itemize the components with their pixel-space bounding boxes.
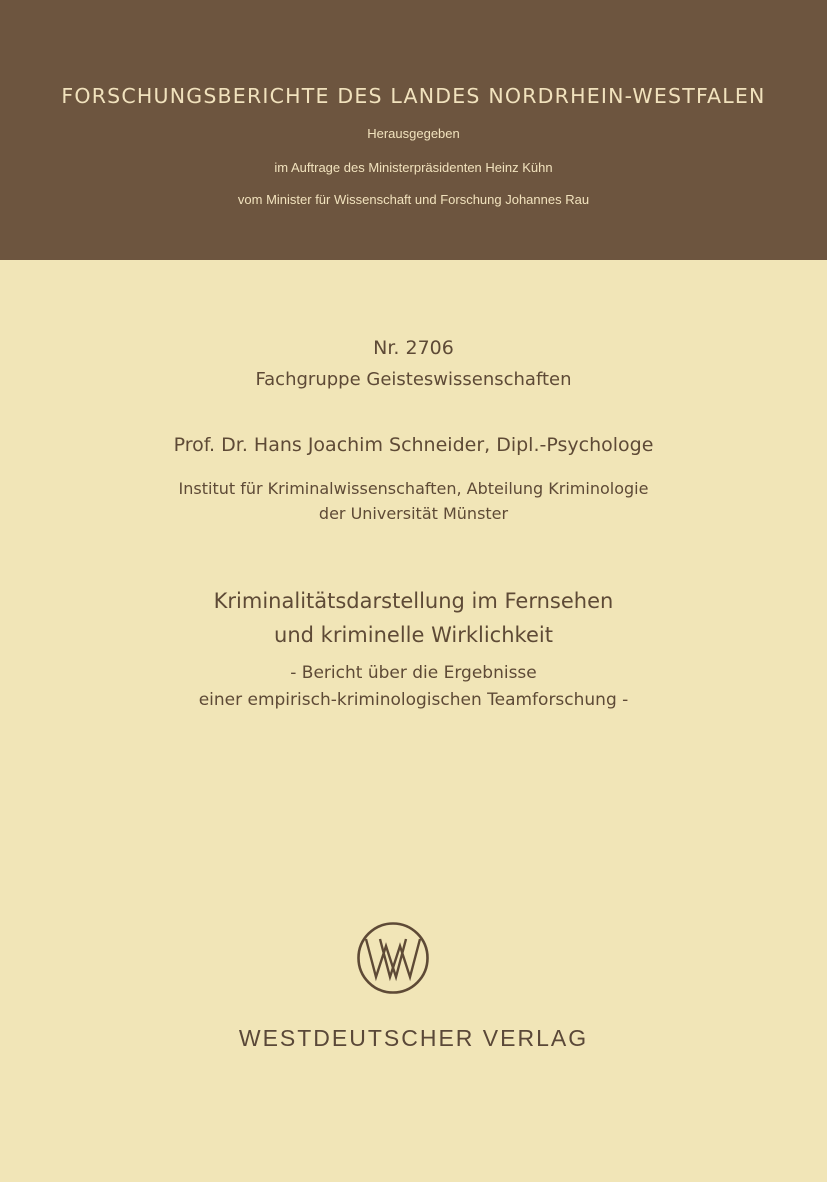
institute-line-2: der Universität Münster bbox=[318, 504, 509, 523]
publisher-name: WESTDEUTSCHER VERLAG bbox=[238, 1025, 589, 1051]
subject-group: Fachgruppe Geisteswissenschaften bbox=[255, 369, 572, 390]
title-line-2: und kriminelle Wirklichkeit bbox=[274, 623, 553, 647]
editor-label: Herausgegeben bbox=[367, 126, 460, 141]
subtitle-line-1: - Bericht über die Ergebnisse bbox=[290, 663, 537, 683]
series-title: FORSCHUNGSBERICHTE DES LANDES NORDRHEIN-WESTFALEN bbox=[61, 84, 766, 108]
title-line-1: Kriminalitätsdarstellung im Fernsehen bbox=[213, 589, 614, 613]
author: Prof. Dr. Hans Joachim Schneider, Dipl.-Psychologe bbox=[173, 434, 654, 456]
report-number: Nr. 2706 bbox=[373, 337, 454, 359]
institute-line-1: Institut für Kriminalwissenschaften, Abteilung Kriminologie bbox=[178, 479, 649, 498]
minister-line: vom Minister für Wissenschaft und Forschung Johannes Rau bbox=[237, 192, 590, 207]
subtitle-line-2: einer empirisch-kriminologischen Teamforschung - bbox=[198, 690, 629, 710]
header-band bbox=[0, 0, 827, 260]
commission-line: im Auftrage des Ministerpräsidenten Heinz Kühn bbox=[274, 160, 553, 175]
wv-publisher-logo-icon bbox=[356, 921, 430, 995]
